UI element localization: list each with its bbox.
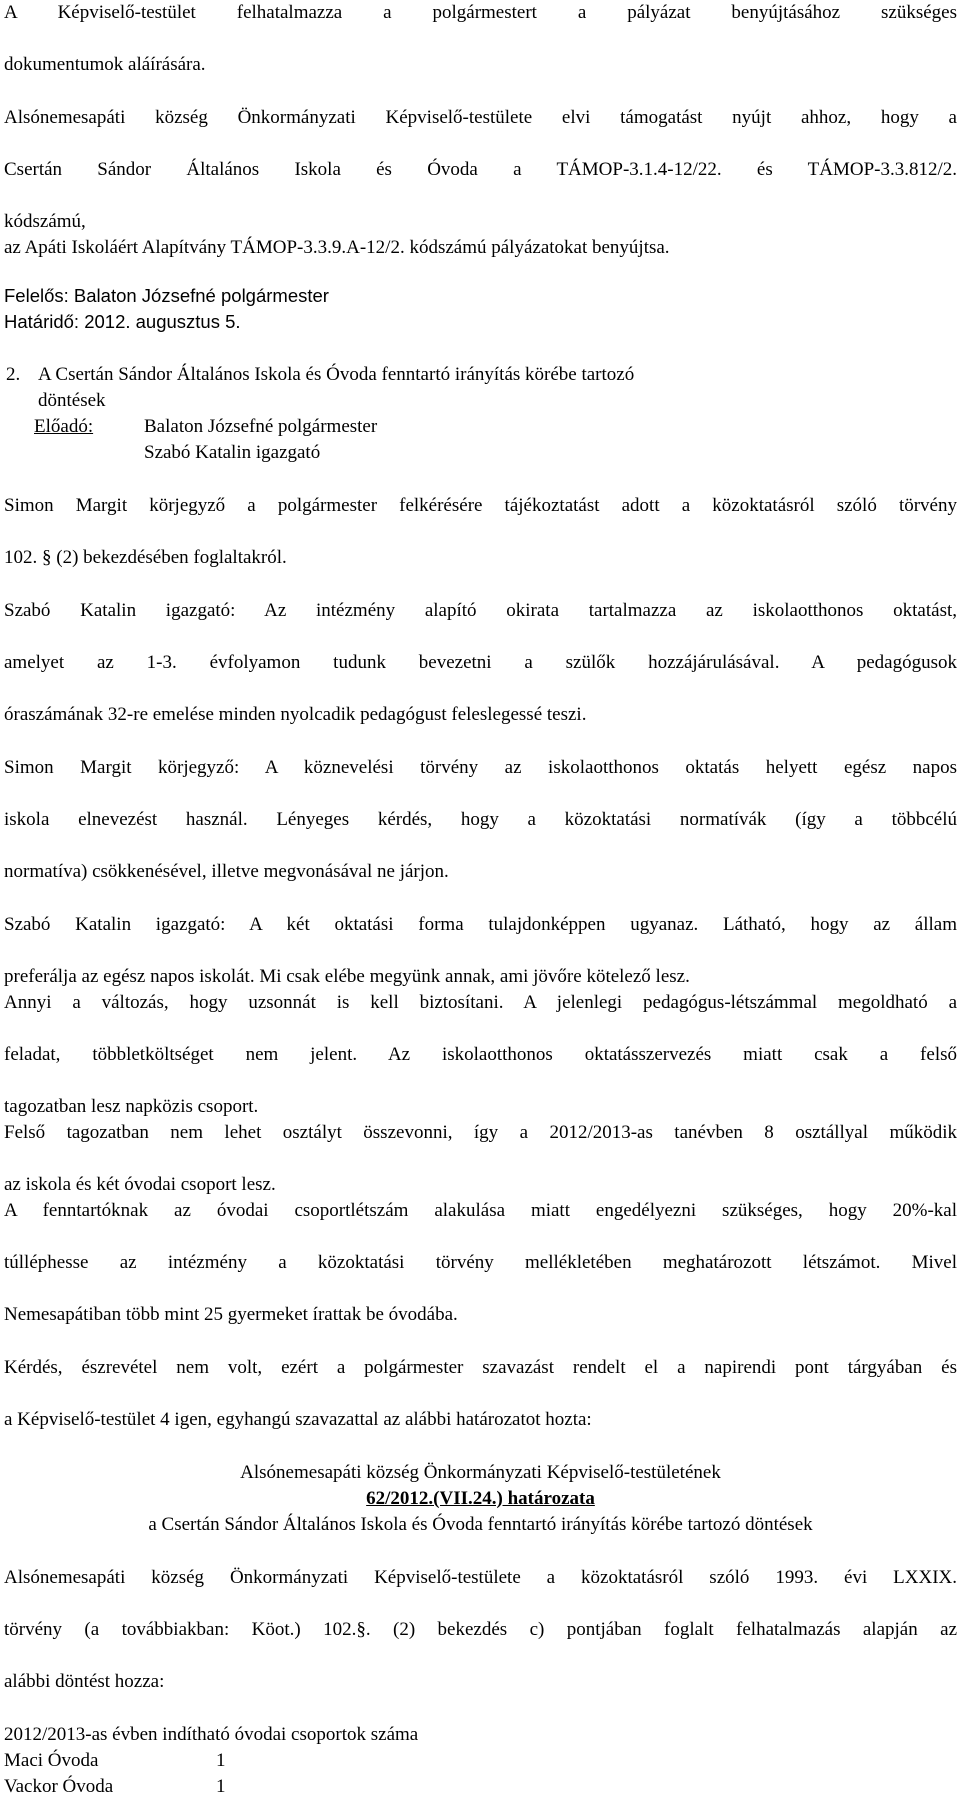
kindergarten-name: Maci Óvoda (4, 1750, 99, 1771)
support-line-4: az Apáti Iskoláért Alapítvány TÁMOP-3.3.9.A-12/2. kódszámú pályázatokat benyújtsa. (4, 237, 670, 258)
agenda-item-2 (4, 362, 957, 414)
resolution-body-line-1: Alsónemesapáti község Önkormányzati Képviselő-testülete a közoktatásról szóló 1993. évi LXXIX. (4, 1567, 957, 1588)
support-line-2: Csertán Sándor Általános Iskola és Óvoda a TÁMOP-3.1.4-12/22. és TÁMOP-3.3.812/2. (4, 159, 957, 180)
resolution-number: 62/2012.(VII.24.) határozata (366, 1488, 595, 1509)
group-count: 1 (216, 1750, 226, 1771)
support-line-3: kódszámú, (4, 211, 86, 232)
presenter-2: Szabó Katalin igazgató (144, 442, 321, 463)
paragraph-4-line-1: Szabó Katalin igazgató: A két oktatási forma tulajdonképpen ugyanaz. Látható, hogy az állam (4, 914, 957, 935)
paragraph-5-line-3: tagozatban lesz napközis csoport. (4, 1096, 259, 1117)
presenter-block (4, 414, 957, 466)
resolution-subject: a Csertán Sándor Általános Iskola és Óvoda fenntartó irányítás körébe tartozó döntések (148, 1514, 813, 1535)
resolution-heading-1: Alsónemesapáti község Önkormányzati Képviselő-testületének (240, 1462, 721, 1483)
group-list-title: 2012/2013-as évben indítható óvodai csoportok száma (4, 1724, 419, 1745)
paragraph-6-line-1: Felső tagozatban nem lehet osztályt összevonni, így a 2012/2013-as tanévben 8 osztállyal működik (4, 1122, 957, 1143)
paragraph-7-line-2: túlléphesse az intézmény a közoktatási törvény mellékletében meghatározott létszámot. Mivel (4, 1252, 957, 1273)
agenda-item-title-2: döntések (38, 390, 106, 411)
resolution-heading (4, 1460, 957, 1538)
paragraph-8-line-2: a Képviselő-testület 4 igen, egyhangú szavazattal az alábbi határozatot hozta: (4, 1409, 592, 1430)
paragraph-1-line-1: Simon Margit körjegyző a polgármester felkérésére tájékoztatást adott a közoktatásról szóló törvény (4, 495, 957, 516)
agenda-item-title-1: A Csertán Sándor Általános Iskola és Óvoda fenntartó irányítás körébe tartozó (38, 364, 635, 385)
presenter-1: Balaton Józsefné polgármester (144, 416, 378, 437)
paragraph-5-line-2: feladat, többletköltséget nem jelent. Az iskolaotthonos oktatásszervezés miatt csak a felső (4, 1044, 957, 1065)
paragraph-7-line-3: Nemesapátiban több mint 25 gyermeket írattak be óvodába. (4, 1304, 458, 1325)
paragraph-3-line-3: normatíva) csökkenésével, illetve megvonásával ne járjon. (4, 861, 449, 882)
paragraph-5-line-1: Annyi a változás, hogy uzsonnát is kell biztosítani. A jelenlegi pedagógus-létszámmal megoldható a (4, 992, 957, 1013)
paragraph-8-line-1: Kérdés, észrevétel nem volt, ezért a polgármester szavazást rendelt el a napirendi pont tárgyában és (4, 1357, 957, 1378)
paragraph-2-line-1: Szabó Katalin igazgató: Az intézmény alapító okirata tartalmazza az iskolaotthonos oktatást, (4, 600, 957, 621)
kindergarten-name: Vackor Óvoda (4, 1776, 114, 1797)
paragraph-7-line-1: A fenntartóknak az óvodai csoportlétszám alakulása miatt engedélyezni szükséges, hogy 20%-kal (4, 1200, 957, 1221)
list-item (4, 1774, 957, 1800)
paragraph-2-line-3: óraszámának 32-re emelése minden nyolcadik pedagógust feleslegessé teszi. (4, 704, 587, 725)
authorization-line-2: dokumentumok aláírására. (4, 54, 206, 75)
group-count: 1 (216, 1776, 226, 1797)
support-line-1: Alsónemesapáti község Önkormányzati Képviselő-testülete elvi támogatást nyújt ahhoz, hogy a (4, 107, 957, 128)
list-item (4, 1748, 957, 1774)
paragraph-4-line-2: preferálja az egész napos iskolát. Mi csak elébe megyünk annak, ami jövőre kötelező lesz. (4, 966, 690, 987)
resolution-body-line-2: törvény (a továbbiakban: Köot.) 102.§. (2) bekezdés c) pontjában foglalt felhatalmazás alapján az (4, 1619, 957, 1640)
agenda-item-number: 2. (6, 364, 21, 385)
paragraph-1-line-2: 102. § (2) bekezdésében foglaltakról. (4, 547, 287, 568)
responsible-line: Felelős: Balaton Józsefné polgármester (4, 285, 329, 306)
paragraph-2-line-2: amelyet az 1-3. évfolyamon tudunk bevezetni a szülők hozzájárulásával. A pedagógusok (4, 652, 957, 673)
authorization-line-1: A Képviselő-testület felhatalmazza a polgármestert a pályázat benyújtásához szükséges (4, 2, 957, 23)
deadline-line: Határidő: 2012. augusztus 5. (4, 311, 241, 332)
resolution-body-line-3: alábbi döntést hozza: (4, 1671, 165, 1692)
paragraph-6-line-2: az iskola és két óvodai csoport lesz. (4, 1174, 276, 1195)
paragraph-3-line-2: iskola elnevezést használ. Lényeges kérdés, hogy a közoktatási normatívák (így a többcélú (4, 809, 957, 830)
presenter-label: Előadó: (34, 416, 94, 437)
paragraph-3-line-1: Simon Margit körjegyző: A köznevelési törvény az iskolaotthonos oktatás helyett egész napos (4, 757, 957, 778)
